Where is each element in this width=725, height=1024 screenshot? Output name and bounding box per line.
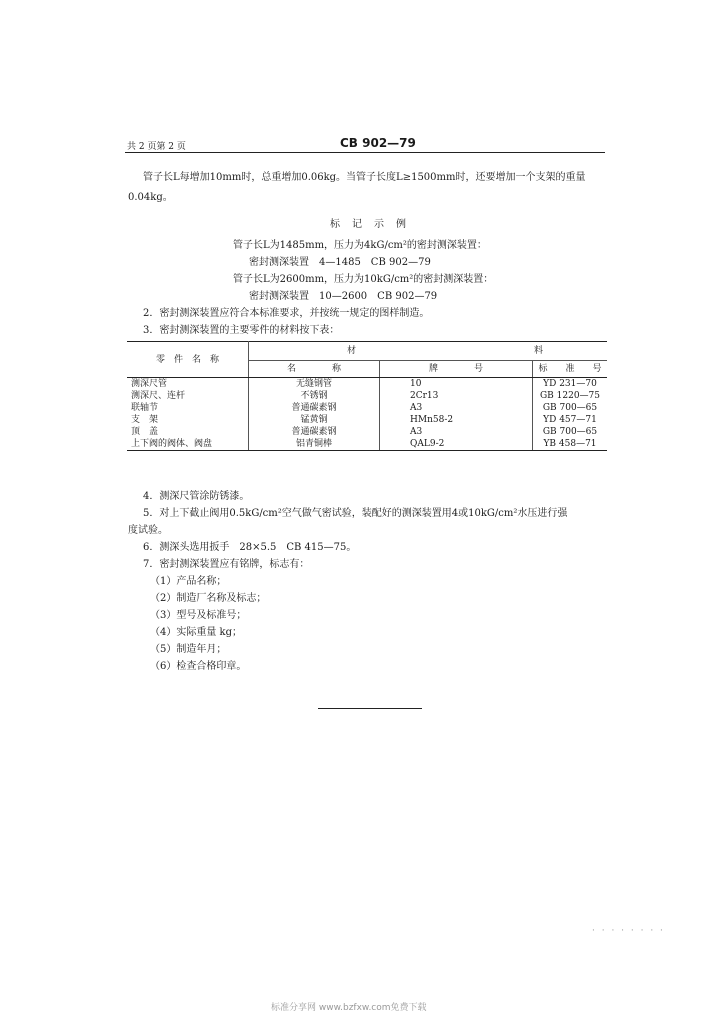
table-row [127,378,607,391]
table-row [127,414,607,426]
cell-name: 锰黄铜 [249,414,380,426]
cell-part: 顶 盖 [127,426,249,438]
cell-standard: YB 458—71 [533,438,608,451]
table-row [127,390,607,402]
cell-standard: YD 457—71 [543,415,597,425]
example-line-2: 密封测深装置 4—1485 CB 902—79 [249,257,431,268]
example-line-3: 管子长L为2600mm，压力为10kG/cm²的密封测深装置： [233,274,494,285]
intro-line-1: 管子长L每增加10mm时，总重增加0.06kg。当管子长度L≥1500mm时，还要增加一个支架的重量 [143,172,586,183]
cell-standard: GB 700—65 [542,403,598,413]
header-divider [125,152,605,153]
cell-part: 联轴节 [127,402,249,414]
header-grade: 牌 号 [380,361,533,378]
cell-grade: A3 [380,402,533,414]
corner-dots: · · · · · · · · [592,926,665,936]
list-item: （6）检查合格印章。 [150,661,247,672]
cell-standard: GB 700—65 [542,427,598,437]
header-standard: 标 准 号 [533,361,608,378]
table-row [127,438,607,451]
cell-name: 无缝钢管 [249,378,380,391]
cell-name: 普通碳素钢 [249,402,380,414]
note-6: 6．测深头选用扳手 28×5.5 CB 415—75。 [143,542,357,553]
cell-standard: YD 231—70 [543,379,597,389]
header-material-right: 料 [534,346,544,356]
table-row [127,426,607,438]
cell-grade: 10 [380,378,533,391]
end-rule [318,708,422,709]
cell-grade: 2Cr13 [380,390,533,402]
header-name: 名 称 [249,361,380,378]
list-item: （1）产品名称； [150,576,227,587]
table-header-row-1 [127,342,607,361]
cell-standard: GB 1220—75 [539,391,601,401]
cell-grade: A3 [380,426,533,438]
note-4: 4．测深尺管涂防锈漆。 [143,491,250,502]
list-item: （5）制造年月； [150,644,227,655]
example-line-1: 管子长L为1485mm，压力为4kG/cm²的密封测深装置： [233,240,487,251]
header-part-name: 零 件 名 称 [127,342,249,378]
cell-grade: HMn58-2 [380,414,533,426]
page-count: 共 2 页第 2 页 [127,142,186,152]
cell-part: 测深尺管 [127,378,249,391]
note-7: 7．密封测深装置应有铭牌，标志有： [143,559,310,570]
list-item: （4）实际重量 kg； [150,627,243,638]
note-5-line-1: 5．对上下截止阀用0.5kG/cm²空气做气密试验，装配好的测深装置用4或10kG/cm²水压进行强 [143,508,568,519]
cell-name: 不锈钢 [249,390,380,402]
note-3: 3．密封测深装置的主要零件的材料按下表： [143,325,340,336]
intro-line-2: 0.04kg。 [128,192,173,203]
list-item: （2）制造厂名称及标志； [150,593,267,604]
header-material [249,342,608,361]
cell-name: 普通碳素钢 [249,426,380,438]
note-2: 2．密封测深装置应符合本标准要求，并按统一规定的图样制造。 [143,308,430,319]
cell-part: 测深尺、连杆 [127,390,249,402]
table-row [127,402,607,414]
header-material-left: 材 [347,346,357,356]
cell-part: 上下阀的阀体、阀盘 [127,438,249,451]
example-line-4: 密封测深装置 10—2600 CB 902—79 [249,291,438,302]
cell-part: 支 架 [127,414,249,426]
cell-grade: QAL9-2 [380,438,533,451]
note-5-line-2: 度试验。 [128,525,168,536]
list-item: （3）型号及标准号； [150,610,247,621]
watermark-footer: 标准分享网 www.bzfxw.com免费下载 [271,1003,427,1013]
example-title: 标记示例 [330,219,418,230]
materials-table [127,341,607,451]
standard-code: CB 902—79 [340,136,416,150]
cell-name: 铝青铜棒 [249,438,380,451]
